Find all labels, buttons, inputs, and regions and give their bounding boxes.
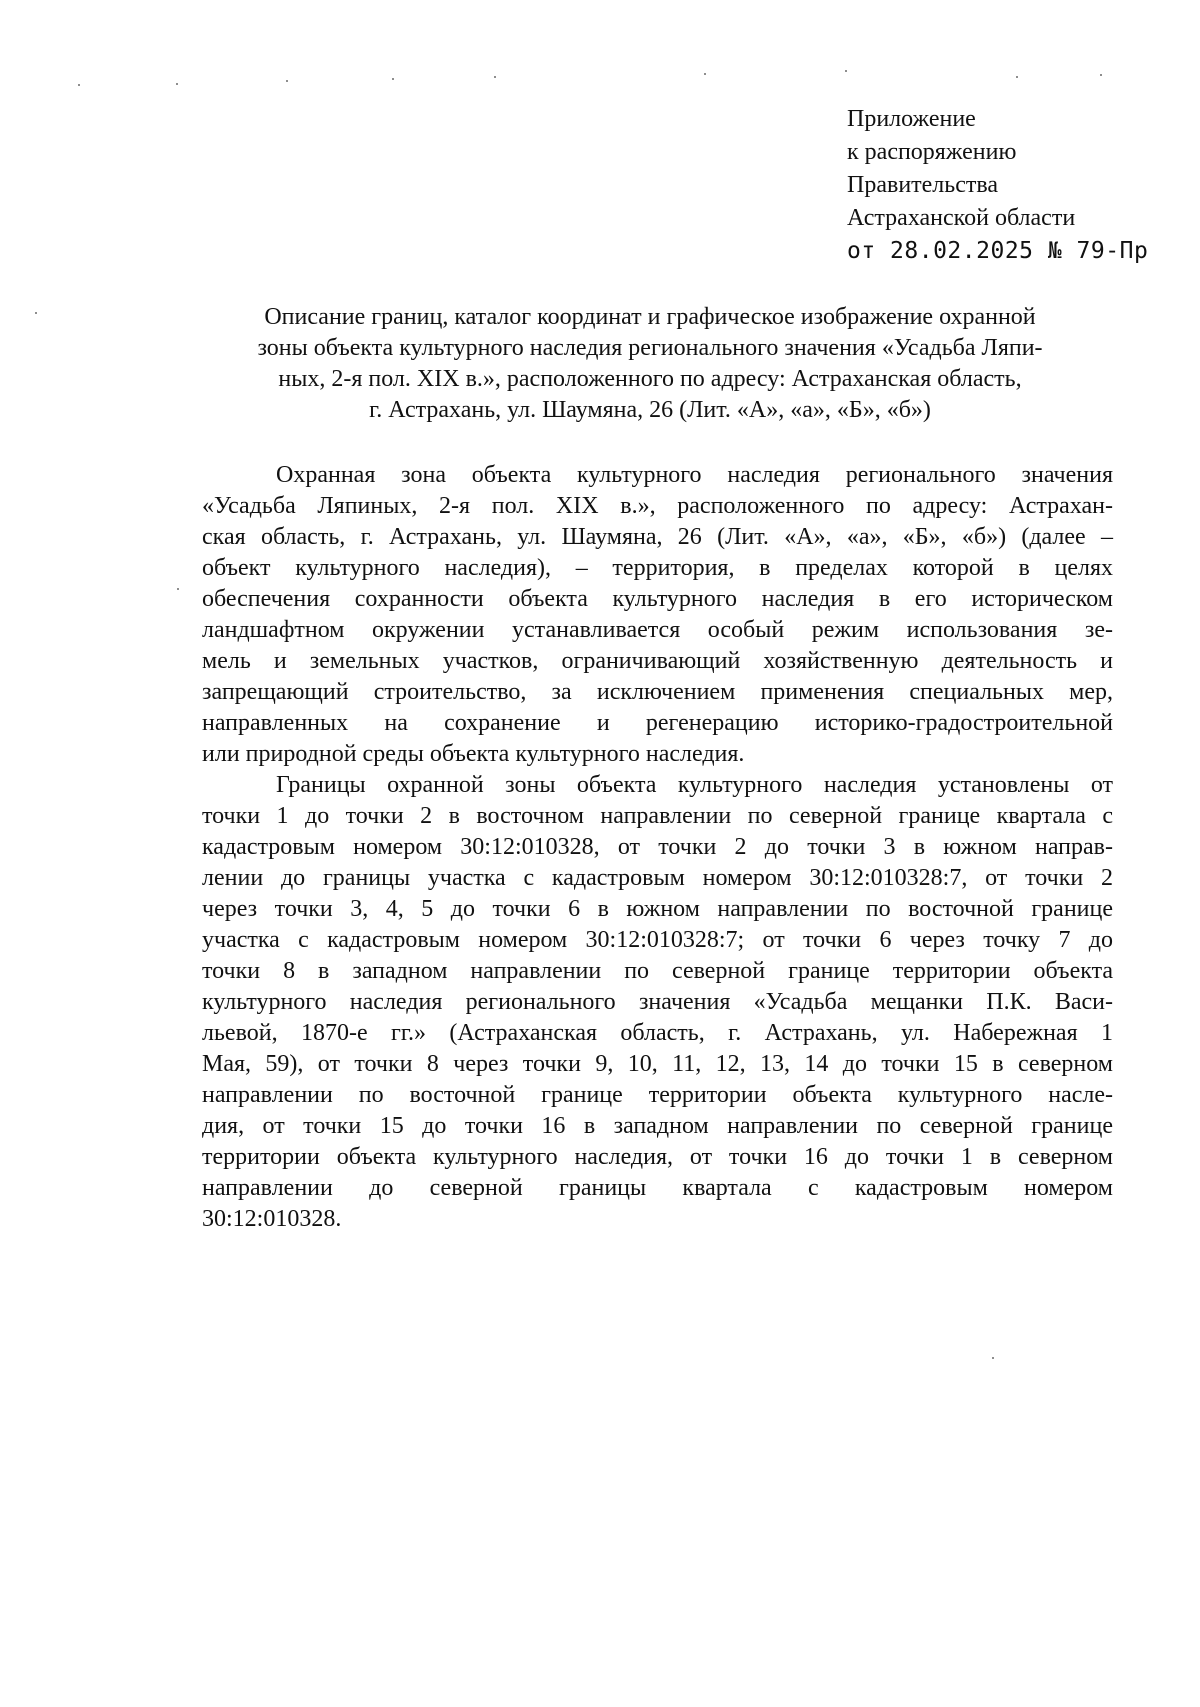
scan-speck [286, 80, 288, 82]
paragraph-zone-boundaries [202, 770, 1113, 1235]
scan-speck [392, 78, 394, 80]
text-line: лении до границы участка с кадастровым номером 30:12:010328:7, от точки 2 [202, 865, 1113, 891]
text-line: дия, от точки 15 до точки 16 в западном направлении по северной границе [202, 1113, 1113, 1139]
text-line: Охранная зона объекта культурного наследия регионального значения [276, 462, 1113, 488]
text-line: обеспечения сохранности объекта культурного наследия в его историческом [202, 586, 1113, 612]
approval-date-number: от 28.02.2025 № 79-Пр [847, 238, 1149, 264]
text-line: «Усадьба Ляпиных, 2-я пол. XIX в.», расположенного по адресу: Астрахан- [202, 493, 1113, 519]
document-title [190, 302, 1110, 426]
text-line: направлении до северной границы квартала с кадастровым номером [202, 1175, 1113, 1201]
text-line: через точки 3, 4, 5 до точки 6 в южном направлении по восточной границе [202, 896, 1113, 922]
text-line: объект культурного наследия), – территория, в пределах которой в целях [202, 555, 1113, 581]
scan-speck [177, 588, 179, 590]
approval-block [847, 103, 1148, 268]
text-line: направлении по восточной границе территории объекта культурного насле- [202, 1082, 1113, 1108]
scan-speck [845, 70, 847, 72]
scan-speck [78, 84, 80, 86]
paragraph-protected-zone-definition [202, 460, 1113, 770]
title-line: ных, 2-я пол. XIX в.», расположенного по адресу: Астраханская область, [278, 366, 1022, 392]
approval-line: Правительства [847, 172, 999, 198]
text-line: кадастровым номером 30:12:010328, от точки 2 до точки 3 в южном направ- [202, 834, 1113, 860]
text-line: точки 8 в западном направлении по северной границе территории объекта [202, 958, 1113, 984]
approval-line: Приложение [847, 106, 976, 132]
approval-line: Астраханской области [847, 205, 1076, 231]
text-line: Границы охранной зоны объекта культурного наследия установлены от [276, 772, 1113, 798]
text-line: ландшафтном окружении устанавливается особый режим использования зе- [202, 617, 1113, 643]
scan-speck [1016, 76, 1018, 78]
text-line: направленных на сохранение и регенерацию историко-градостроительной [202, 710, 1113, 736]
text-line: мель и земельных участков, ограничивающий хозяйственную деятельность и [202, 648, 1113, 674]
title-line: Описание границ, каталог координат и графическое изображение охранной [264, 304, 1036, 330]
text-line: точки 1 до точки 2 в восточном направлении по северной границе квартала с [202, 803, 1113, 829]
title-line: г. Астрахань, ул. Шаумяна, 26 (Лит. «А», «а», «Б», «б») [369, 397, 931, 423]
text-line: или природной среды объекта культурного наследия. [202, 741, 745, 767]
scan-speck [35, 312, 37, 314]
text-line: культурного наследия регионального значения «Усадьба мещанки П.К. Васи- [202, 989, 1113, 1015]
text-line: ская область, г. Астрахань, ул. Шаумяна, 26 (Лит. «А», «а», «Б», «б») (далее – [202, 524, 1113, 550]
text-line: льевой, 1870-е гг.» (Астраханская область, г. Астрахань, ул. Набережная 1 [202, 1020, 1113, 1046]
text-line: участка с кадастровым номером 30:12:010328:7; от точки 6 через точку 7 до [202, 927, 1113, 953]
scan-speck [704, 73, 706, 75]
scan-speck [494, 76, 496, 78]
scan-speck [176, 83, 178, 85]
document-body [202, 460, 1113, 1235]
text-line: 30:12:010328. [202, 1206, 342, 1232]
scan-speck [992, 1357, 994, 1359]
text-line: территории объекта культурного наследия, от точки 16 до точки 1 в северном [202, 1144, 1113, 1170]
approval-line: к распоряжению [847, 139, 1017, 165]
scan-speck [1100, 74, 1102, 76]
text-line: Мая, 59), от точки 8 через точки 9, 10, 11, 12, 13, 14 до точки 15 в северном [202, 1051, 1113, 1077]
text-line: запрещающий строительство, за исключением применения специальных мер, [202, 679, 1113, 705]
title-line: зоны объекта культурного наследия регионального значения «Усадьба Ляпи- [257, 335, 1043, 361]
